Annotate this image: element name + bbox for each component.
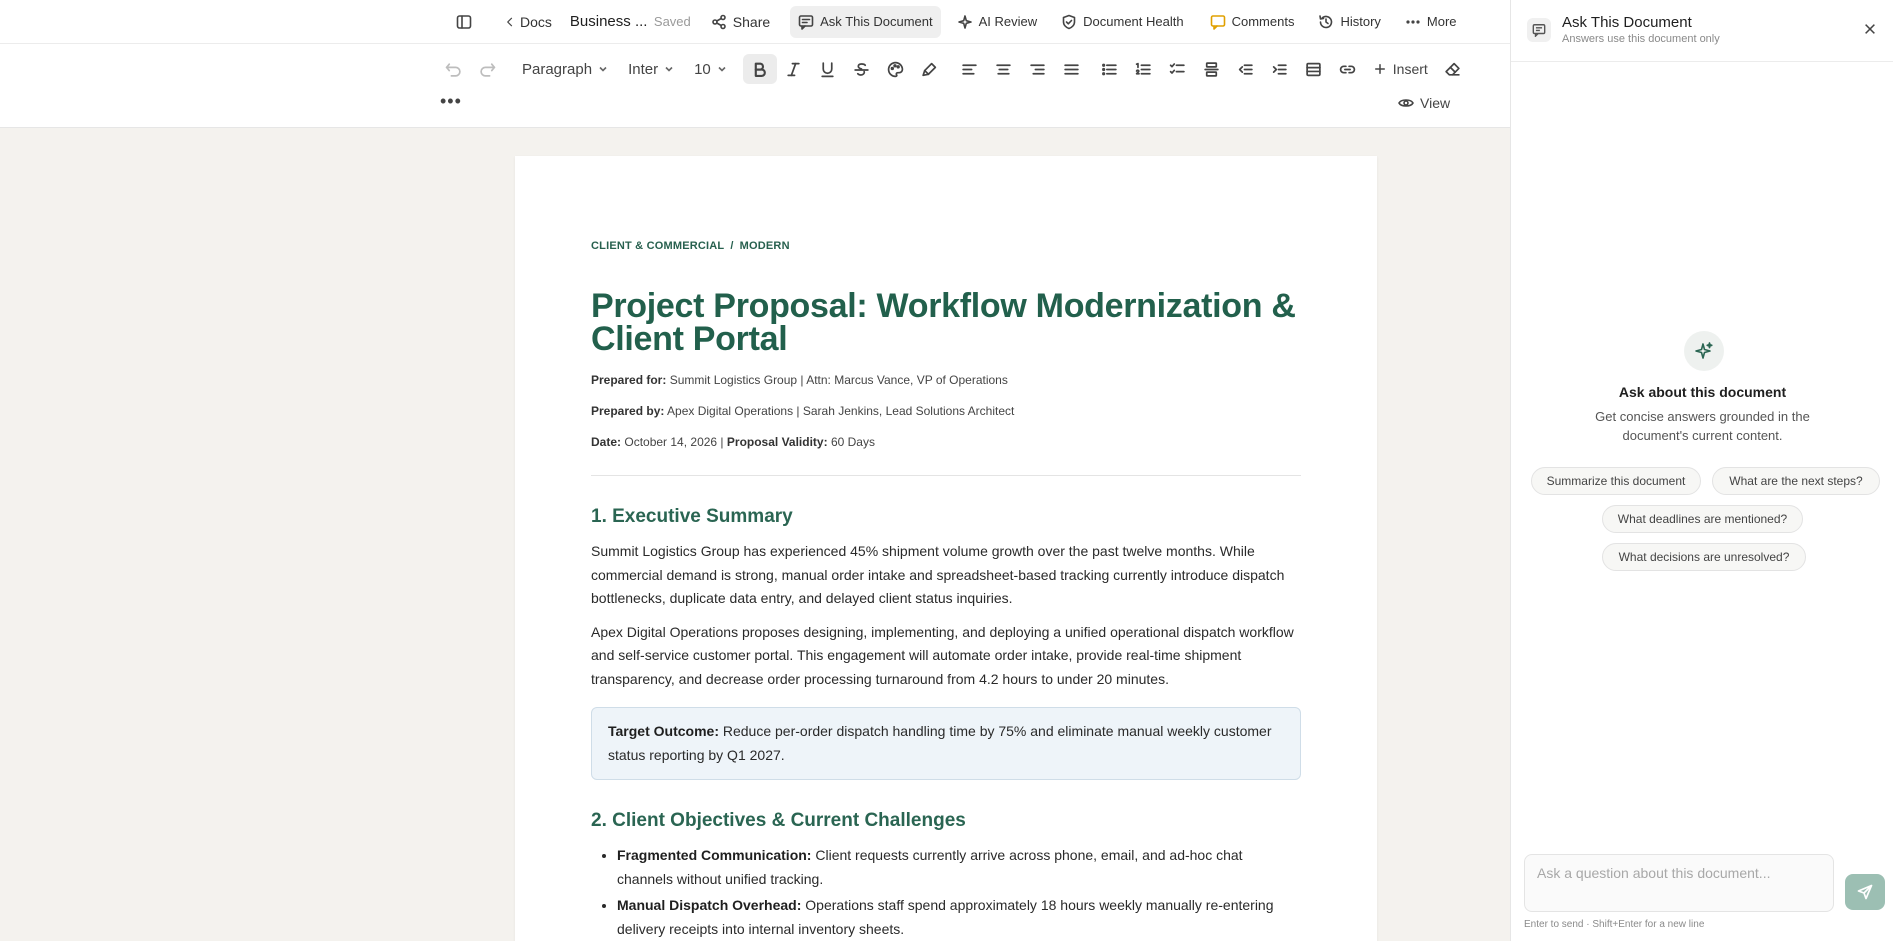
prepared-by-value: Apex Digital Operations | Sarah Jenkins, Lead Solutions Architect	[667, 404, 1015, 418]
ellipsis-icon	[1405, 14, 1421, 30]
format-toolbar	[0, 44, 1510, 128]
indent-button[interactable]	[1263, 54, 1297, 84]
font-family-value: Inter	[628, 60, 659, 78]
share-button[interactable]	[703, 6, 778, 38]
eye-icon	[1398, 95, 1414, 111]
link-button[interactable]	[1331, 54, 1365, 84]
outdent-button[interactable]	[1229, 54, 1263, 84]
checklist-icon	[1169, 61, 1186, 78]
align-center-icon	[995, 61, 1012, 78]
text-color-button[interactable]	[879, 54, 913, 84]
breadcrumb-separator: /	[730, 240, 734, 252]
font-family-select[interactable]	[618, 54, 684, 84]
divider-icon	[1203, 61, 1220, 78]
prepared-for-label: Prepared for:	[591, 373, 667, 387]
sparkles-icon	[1694, 341, 1714, 361]
palette-icon	[887, 61, 904, 78]
question-input[interactable]	[1537, 865, 1823, 881]
underline-icon	[819, 61, 836, 78]
suggestion-unresolved[interactable]: What decisions are unresolved?	[1602, 543, 1806, 571]
suggestion-next-steps[interactable]: What are the next steps?	[1712, 467, 1880, 495]
list-item-text: Operations staff spend approximately 18 hours weekly manually re-entering delivery receipts into internal inventory sheets.	[617, 897, 1274, 937]
close-icon	[1863, 22, 1877, 36]
empty-state-title: Ask about this document	[1618, 384, 1787, 400]
document-breadcrumb	[591, 240, 1301, 252]
challenges-list	[591, 844, 1301, 941]
paragraph: Apex Digital Operations proposes designing, implementing, and deploying a unified operational dispatch workflow and self-service customer portal. This engagement will automate order intake, provide real-time shipment transparency, and decrease order processing turnaround from 4.2 hours to under 20 minutes.	[591, 623, 1294, 687]
undo-button[interactable]	[436, 54, 470, 84]
section-heading-objectives: 2. Client Objectives & Current Challenges	[591, 810, 966, 831]
sidebar-icon	[456, 14, 472, 30]
saved-status: Saved	[653, 14, 691, 29]
insert-label: Insert	[1392, 61, 1428, 77]
chevron-down-icon	[664, 64, 674, 74]
callout-label: Target Outcome:	[608, 723, 719, 739]
panel-subtitle: Answers use this document only	[1562, 33, 1720, 45]
bold-button[interactable]	[743, 54, 777, 84]
italic-icon	[785, 61, 802, 78]
send-icon	[1857, 884, 1873, 900]
sidebar-toggle-button[interactable]	[450, 6, 478, 38]
share-icon	[711, 14, 727, 30]
strikethrough-icon	[853, 61, 870, 78]
empty-state-subtitle: Get concise answers grounded in the document's current content.	[1595, 409, 1810, 443]
align-right-button[interactable]	[1021, 54, 1055, 84]
sparkle-icon	[957, 14, 973, 30]
redo-icon	[479, 61, 496, 78]
align-center-button[interactable]	[987, 54, 1021, 84]
docs-label: Docs	[520, 13, 552, 30]
align-left-icon	[961, 61, 978, 78]
keyboard-hint: Enter to send · Shift+Enter for a new line	[1524, 919, 1705, 930]
empty-state-icon	[1684, 331, 1724, 371]
outdent-icon	[1237, 61, 1254, 78]
chevron-down-icon	[717, 64, 727, 74]
divider	[591, 475, 1301, 476]
list-item	[617, 844, 1301, 891]
clear-formatting-button[interactable]	[1436, 54, 1470, 84]
ask-label: Ask This Document	[820, 14, 933, 29]
history-label: History	[1340, 14, 1381, 29]
list-item	[617, 894, 1301, 941]
ask-document-button[interactable]	[790, 6, 940, 38]
panel-title: Ask This Document	[1562, 14, 1692, 31]
document-heading: Project Proposal: Workflow Modernization & Client Portal	[591, 287, 1296, 358]
history-icon	[1318, 14, 1334, 30]
top-bar	[0, 0, 1510, 44]
date-line	[591, 435, 1301, 449]
prepared-by-label: Prepared by:	[591, 404, 665, 418]
list-item-text: Client requests currently arrive across phone, email, and ad-hoc chat channels without unified tracking.	[617, 847, 1243, 887]
highlight-button[interactable]	[913, 54, 947, 84]
eraser-icon	[1444, 61, 1461, 78]
shield-icon	[1061, 14, 1077, 30]
bold-icon	[751, 61, 768, 78]
checklist-button[interactable]	[1161, 54, 1195, 84]
suggestion-summarize[interactable]: Summarize this document	[1531, 467, 1701, 495]
document-page[interactable]	[515, 156, 1377, 941]
more-label: More	[1426, 14, 1457, 29]
message-icon	[798, 14, 814, 30]
font-size-value: 10	[694, 60, 711, 78]
numbered-list-button[interactable]	[1127, 54, 1161, 84]
numbered-list-icon	[1135, 61, 1152, 78]
strikethrough-button[interactable]	[845, 54, 879, 84]
date-value: October 14, 2026 |	[624, 435, 724, 449]
ask-document-panel	[1510, 0, 1893, 941]
callout-text: Reduce per-order dispatch handling time by 75% and eliminate manual weekly customer status reporting by Q1 2027.	[608, 723, 1272, 763]
align-left-button[interactable]	[953, 54, 987, 84]
justify-button[interactable]	[1055, 54, 1089, 84]
history-button[interactable]	[1310, 6, 1388, 38]
paragraph: Summit Logistics Group has experienced 45% shipment volume growth over the past twelve months. While commercial demand is strong, manual order intake and spreadsheet-based tracking currently introduce dispatch bottlenecks, duplicate data entry, and delayed client status inquiries.	[591, 543, 1285, 606]
section-heading-executive-summary: 1. Executive Summary	[591, 506, 793, 527]
more-tools-button[interactable]: •••	[440, 91, 462, 111]
font-size-select[interactable]	[684, 54, 737, 84]
redo-button[interactable]	[470, 54, 504, 84]
panel-header	[1511, 0, 1893, 62]
bullet-list-icon	[1101, 61, 1118, 78]
bullet-list-button[interactable]	[1093, 54, 1127, 84]
view-mode-button[interactable]	[1398, 95, 1450, 111]
highlighter-icon	[921, 61, 938, 78]
table-icon	[1305, 61, 1322, 78]
justify-icon	[1063, 61, 1080, 78]
paragraph-style-select[interactable]	[512, 54, 618, 84]
chevron-down-icon	[598, 64, 608, 74]
ai-review-label: AI Review	[978, 14, 1038, 29]
prepared-for-value: Summit Logistics Group | Attn: Marcus Vance, VP of Operations	[669, 373, 1008, 387]
date-label: Date:	[591, 435, 622, 449]
more-menu-button[interactable]	[1397, 6, 1465, 38]
list-item-label: Manual Dispatch Overhead:	[617, 897, 802, 913]
horizontal-rule-button[interactable]	[1195, 54, 1229, 84]
align-right-icon	[1029, 61, 1046, 78]
italic-button[interactable]	[777, 54, 811, 84]
document-health-button[interactable]	[1053, 6, 1191, 38]
message-icon	[1532, 23, 1546, 37]
comment-icon	[1210, 14, 1226, 30]
target-outcome-callout	[591, 707, 1301, 780]
docs-back-link[interactable]	[496, 6, 560, 38]
prepared-by-line	[591, 404, 1301, 418]
validity-label: Proposal Validity:	[726, 435, 828, 449]
send-button[interactable]	[1845, 874, 1885, 910]
link-icon	[1339, 61, 1356, 78]
chevron-left-icon	[504, 16, 516, 28]
list-item-label: Fragmented Communication:	[617, 847, 812, 863]
format-row	[436, 54, 1470, 84]
close-panel-button[interactable]	[1863, 22, 1879, 38]
comments-button[interactable]	[1202, 6, 1303, 38]
suggestion-deadlines[interactable]: What deadlines are mentioned?	[1602, 505, 1803, 533]
document-title[interactable]: Business ...	[569, 13, 648, 30]
view-label: View	[1420, 95, 1451, 111]
ai-review-button[interactable]	[949, 6, 1046, 38]
prepared-for-line	[591, 373, 1301, 387]
underline-button[interactable]	[811, 54, 845, 84]
panel-icon	[1527, 18, 1551, 42]
paragraph-style-value: Paragraph	[522, 60, 593, 78]
indent-icon	[1271, 61, 1288, 78]
validity-value: 60 Days	[830, 435, 875, 449]
comments-label: Comments	[1231, 14, 1295, 29]
share-label: Share	[732, 13, 771, 30]
plus-icon	[1373, 62, 1387, 76]
health-label: Document Health	[1083, 14, 1184, 29]
undo-icon	[445, 61, 462, 78]
breadcrumb-category: CLIENT & COMMERCIAL	[591, 240, 725, 252]
insert-button[interactable]	[1365, 61, 1436, 77]
question-composer	[1524, 854, 1834, 912]
table-button[interactable]	[1297, 54, 1331, 84]
breadcrumb-style: MODERN	[739, 240, 790, 252]
